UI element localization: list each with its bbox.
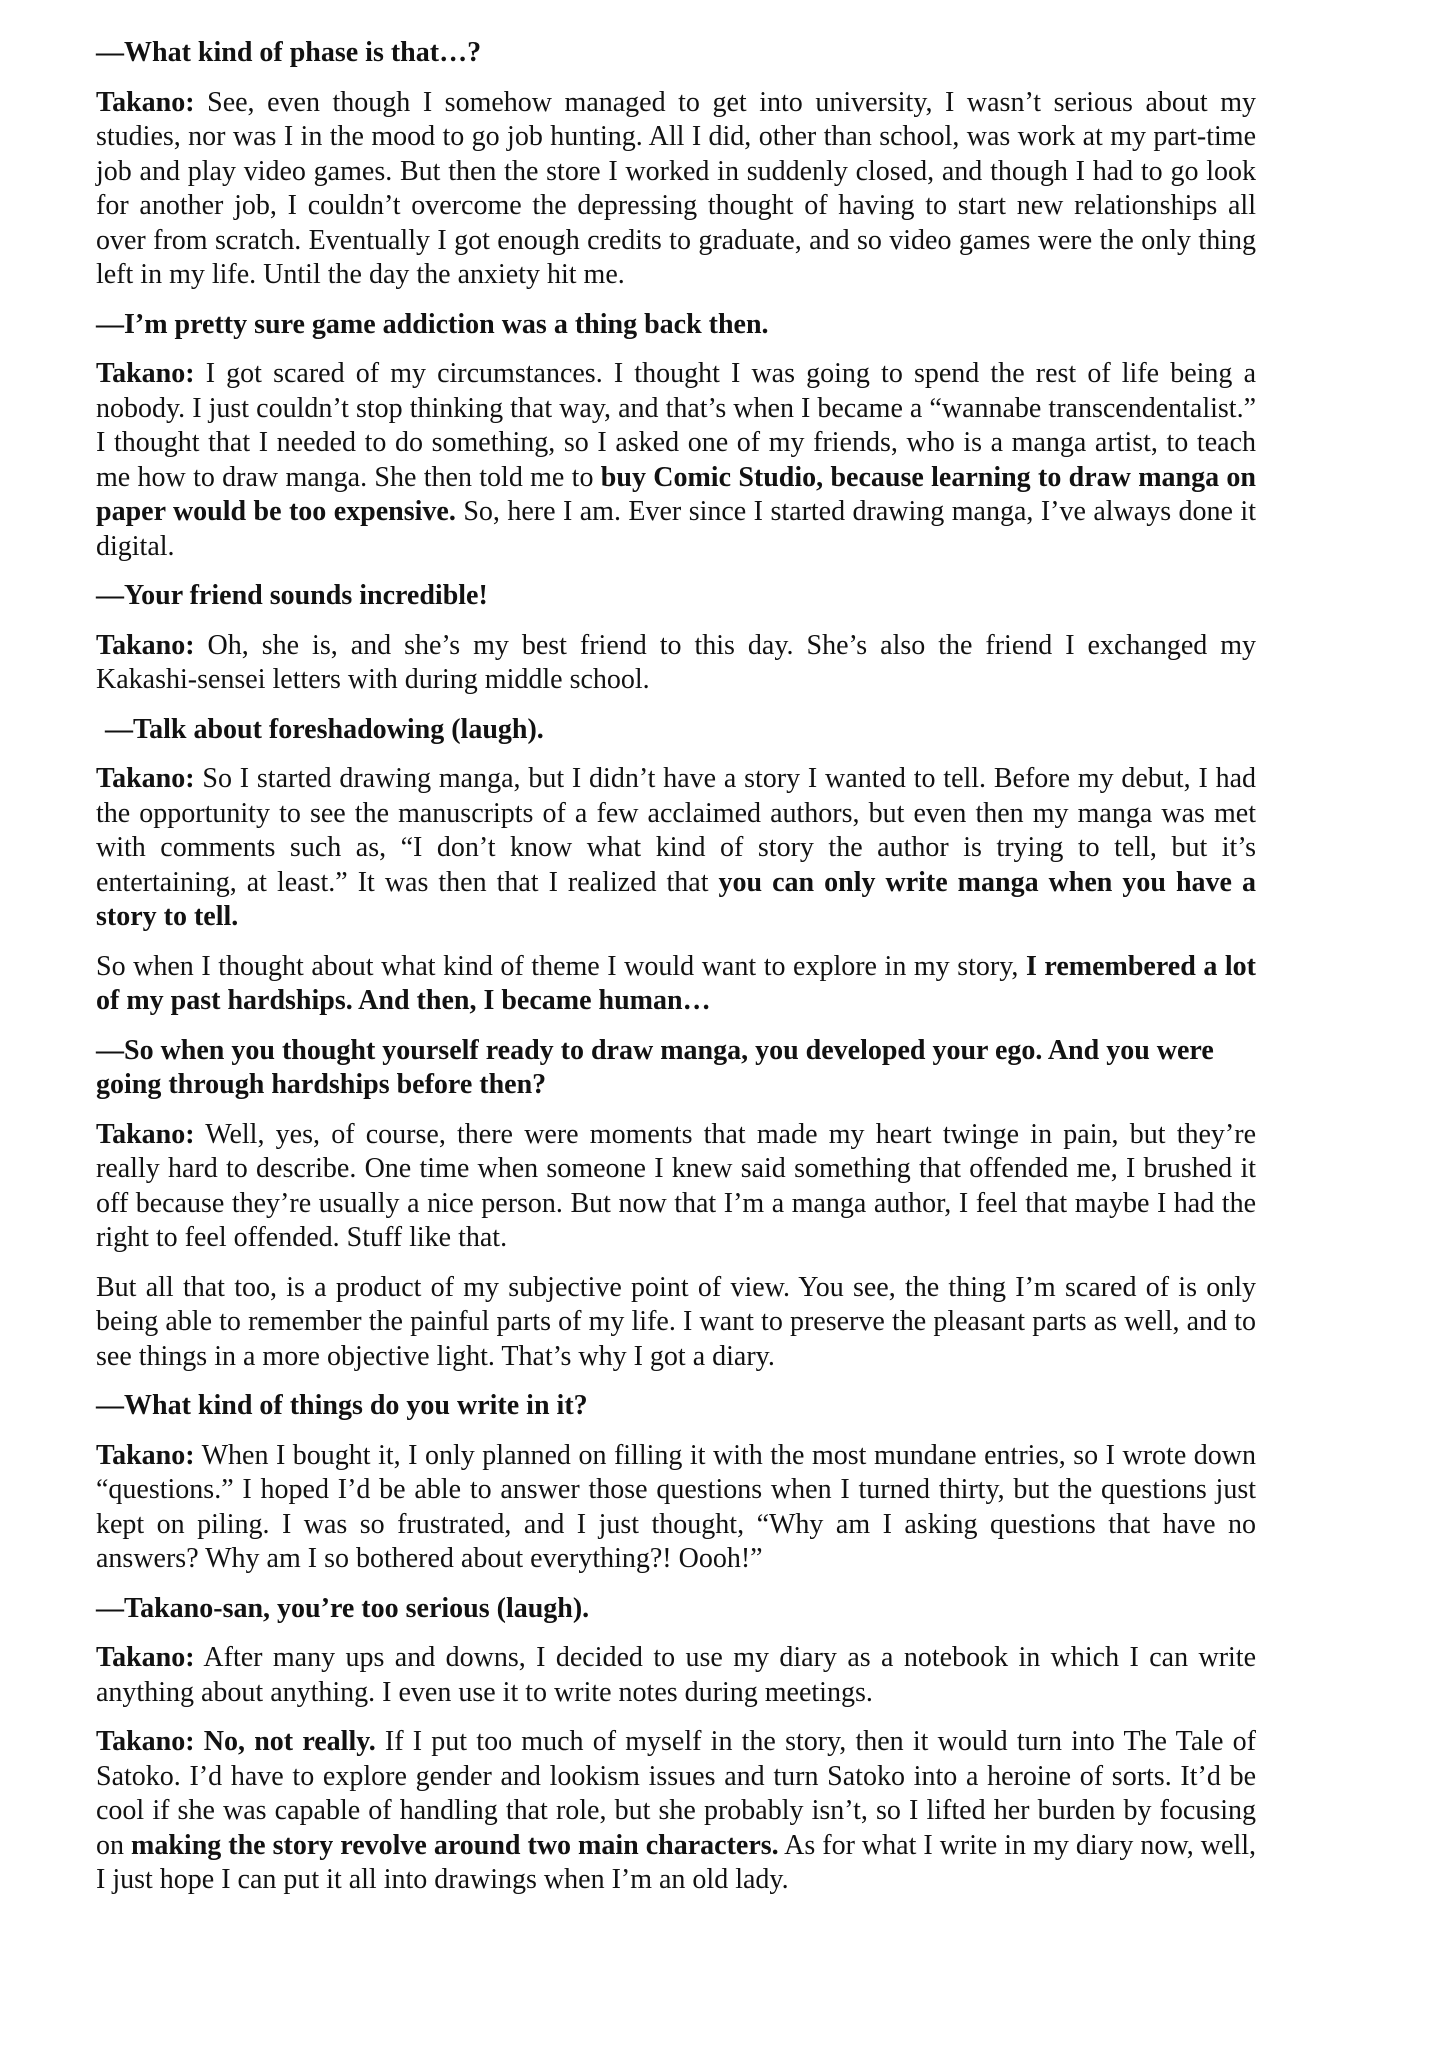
text-run: See, even though I somehow managed to get into university, I wasn’t serious about my studies, nor was I in the mood to go job hunting. All I did, other than school, was work at my part-time job and play video games. But then the store I worked in suddenly closed, and though I had to go look for another job, I couldn’t overcome the depressing thought of having to start new relationships all over from scratch. Eventually I got enough credits to graduate, and so video games were the only thing left in my life. Until the day the anxiety hit me.	[96, 86, 1256, 290]
text-run: Well, yes, of course, there were moments that made my heart twinge in pain, but they’re really hard to describe. One time when someone I knew said something that offended me, I brushed it off because they’re usually a nice person. But now that I’m a manga author, I feel that maybe I had the right to feel offended. Stuff like that.	[96, 1118, 1256, 1253]
bold-text-run: —Your friend sounds incredible!	[96, 580, 488, 611]
bold-text-run: —Talk about foreshadowing (laugh).	[105, 713, 544, 745]
text-run: I got scared of my circumstances. I thought I was going to spend the rest of life being a nobody. I just couldn’t stop thinking that way, and that’s when I became a “wannabe transcendentalist.” I thought that I needed to do something, so I asked one of my friends, who is a manga artist, to teach me how to draw manga. She then told me to	[96, 358, 1256, 493]
text-run: So I started drawing manga, but I didn’t have a story I wanted to tell. Before my debut, I had the opportunity to see the manuscripts of a few acclaimed authors, but even then my manga was met with comments such as, “I don’t know what kind of story the author is trying to tell, but it’s entertaining, at least.” It was then that I realized that	[96, 763, 1256, 898]
answer-block	[96, 629, 1256, 698]
bold-text-run: —What kind of things do you write in it?	[96, 1390, 588, 1421]
text-run: But all that too, is a product of my subjective point of view. You see, the thing I’m scared of is only being able to remember the painful parts of my life. I want to preserve the pleasant parts as well, and to see things in a more objective light. That’s why I got a diary.	[96, 1271, 1256, 1372]
bold-text-run: buy Comic Studio, because learning to draw manga on paper would be too expensive.	[96, 461, 1256, 527]
answer-block	[96, 1641, 1256, 1710]
answer-block	[96, 1439, 1256, 1577]
bold-text-run: Takano:	[96, 1439, 195, 1471]
text-run: If I put too much of myself in the story, then it would turn into The Tale of Satoko. I’d have to explore gender and lookism issues and turn Satoko into a heroine of sorts. It’d be cool if she was capable of handling that role, but she probably isn’t, so I lifted her burden by focusing on	[96, 1726, 1256, 1861]
answer-block	[96, 86, 1256, 293]
bold-text-run: —I’m pretty sure game addiction was a thing back then.	[96, 308, 769, 340]
answer-block	[96, 762, 1256, 935]
text-run: As for what I write in my diary now, well, I just hope I can put it all into drawings when I’m an old lady.	[96, 1829, 1256, 1895]
question-block	[96, 36, 1256, 71]
text-run: Oh, she is, and she’s my best friend to this day. She’s also the friend I exchanged my Kakashi-sensei letters with during middle school.	[96, 629, 1256, 695]
bold-text-run: Takano:	[96, 629, 195, 661]
question-block	[96, 1592, 1256, 1627]
text-run: So, here I am. Ever since I started drawing manga, I’ve always done it digital.	[96, 496, 1256, 562]
bold-text-run: —What kind of phase is that…?	[96, 37, 482, 68]
bold-text-run: Takano:	[96, 86, 195, 118]
bold-text-run: Takano:	[96, 1118, 195, 1150]
text-run: When I bought it, I only planned on filling it with the most mundane entries, so I wrote down “questions.” I hoped I’d be able to answer those questions when I turned thirty, but the questions just kept on piling. I was so frustrated, and I just thought, “Why am I asking questions that have no answers? Why am I so bothered about everything?! Oooh!”	[96, 1439, 1256, 1574]
answer-block	[96, 950, 1256, 1019]
interview-article	[96, 36, 1256, 1898]
answer-block	[96, 1271, 1256, 1375]
bold-text-run: Takano:	[96, 763, 195, 794]
bold-text-run: Takano:	[96, 1642, 195, 1673]
bold-text-run: —Takano-san, you’re too serious (laugh).	[96, 1592, 590, 1624]
text-run: So when I thought about what kind of theme I would want to explore in my story,	[96, 950, 1026, 982]
bold-text-run: —So when you thought yourself ready to draw manga, you developed your ego. And you were going through hardships before then?	[96, 1034, 1214, 1100]
bold-text-run: making the story revolve around two main characters.	[131, 1829, 779, 1861]
answer-block	[96, 1725, 1256, 1898]
answer-block	[96, 357, 1256, 564]
text-run: After many ups and downs, I decided to use my diary as a notebook in which I can write anything about anything. I even use it to write notes during meetings.	[96, 1642, 1256, 1708]
question-block	[96, 579, 1256, 614]
bold-text-run: Takano: No, not really.	[96, 1726, 376, 1757]
answer-block	[96, 1118, 1256, 1256]
question-block	[96, 1034, 1256, 1103]
bold-text-run: I remembered a lot of my past hardships. And then, I became human…	[96, 950, 1256, 1016]
question-block	[96, 308, 1256, 343]
question-block	[96, 713, 1256, 748]
question-block	[96, 1389, 1256, 1424]
bold-text-run: you can only write manga when you have a story to tell.	[96, 866, 1256, 932]
bold-text-run: Takano:	[96, 358, 195, 389]
